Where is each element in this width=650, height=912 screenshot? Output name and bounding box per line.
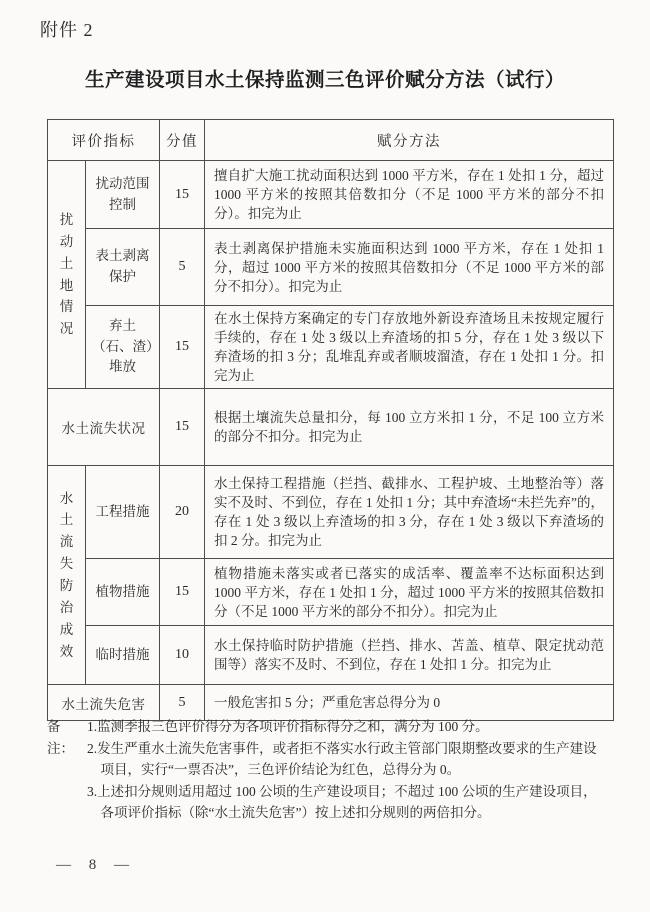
row-label: 临时措施 [86, 626, 160, 685]
row-score: 5 [160, 229, 205, 306]
row-method: 根据土壤流失总量扣分，每 100 立方米扣 1 分，不足 100 立方米的部分不扣分。扣完为止 [205, 389, 614, 466]
header-indicator: 评价指标 [48, 120, 160, 161]
row-label: 扰动范围控制 [86, 161, 160, 229]
row-method: 擅自扩大施工扰动面积达到 1000 平方米，存在 1 处扣 1 分，超过 1000 平方米的按照其倍数扣分（不足 1000 平方米的部分不扣分）。扣完为止 [205, 161, 614, 229]
row-score: 15 [160, 161, 205, 229]
notes-list [87, 716, 609, 824]
row-label: 弃土（石、渣）堆放 [86, 306, 160, 389]
attachment-label: 附件 2 [40, 20, 94, 40]
table-row [48, 626, 614, 685]
row-label: 水土流失危害 [48, 685, 160, 721]
row-score: 15 [160, 389, 205, 466]
row-label: 工程措施 [86, 466, 160, 559]
table-row [48, 306, 614, 389]
row-label: 植物措施 [86, 559, 160, 626]
row-method: 水土保持工程措施（拦挡、截排水、工程护坡、土地整治等）落实不及时、不到位，存在 1 处扣 1 分；其中弃渣场“未拦先弃”的，存在 1 处 3 级以上弃渣场的扣 3 分，存在 1 处 3 级以下弃渣场的扣 2 分。扣完为止 [205, 466, 614, 559]
row-score: 15 [160, 306, 205, 389]
row-score: 10 [160, 626, 205, 685]
note-item: 2.发生严重水土流失危害事件，或者拒不落实水行政主管部门限期整改要求的生产建设项目，实行“一票否决”，三色评价结论为红色，总得分为 0。 [87, 740, 597, 777]
row-method: 植物措施未落实或者已落实的成活率、覆盖率不达标面积达到 1000 平方米，存在 1 处扣 1 分，超过 1000 平方米的按照其倍数扣分（不足 1000 平方米的部分不扣分）。扣完为止 [205, 559, 614, 626]
row-method: 水土保持临时防护措施（拦挡、排水、苫盖、植草、限定扰动范围等）落实不及时、不到位，存在 1 处扣 1 分。扣完为止 [205, 626, 614, 685]
row-label: 水土流失状况 [48, 389, 160, 466]
note-item: 3.上述扣分规则适用超过 100 公顷的生产建设项目；不超过 100 公顷的生产建设项目，各项评价指标（除“水土流失危害”）按上述扣分规则的两倍扣分。 [87, 783, 597, 820]
row-score: 15 [160, 559, 205, 626]
table-header-row [48, 120, 614, 161]
notes-section [47, 716, 609, 824]
table-row [48, 389, 614, 466]
table-row [48, 229, 614, 306]
row-score: 5 [160, 685, 205, 721]
group-prevention-effect: 水土流失防治成效 [48, 466, 86, 685]
document-title: 生产建设项目水土保持监测三色评价赋分方法（试行） [84, 69, 565, 91]
header-score: 分值 [160, 120, 205, 161]
page-number: — 8 — [56, 857, 129, 873]
scoring-table [47, 119, 614, 721]
row-label: 表土剥离保护 [86, 229, 160, 306]
row-method: 一般危害扣 5 分；严重危害总得分为 0 [205, 685, 614, 721]
row-method: 在水土保持方案确定的专门存放地外新设弃渣场且未按规定履行手续的，存在 1 处 3 级以上弃渣场的扣 5 分，存在 1 处 3 级以下弃渣场的扣 3 分；乱堆乱弃或者顺坡溜渣，存在 1 处扣 1 分。扣完为止 [205, 306, 614, 389]
notes-label: 备注： [47, 719, 74, 756]
table-row [48, 559, 614, 626]
header-method: 赋分方法 [205, 120, 614, 161]
note-item: 1.监测季报三色评价得分为各项评价指标得分之和，满分为 100 分。 [87, 719, 489, 734]
table-row [48, 161, 614, 229]
table-row [48, 466, 614, 559]
row-method: 表土剥离保护措施未实施面积达到 1000 平方米，存在 1 处扣 1 分，超过 1000 平方米的按照其倍数扣分（不足 1000 平方米的部分不扣分）。扣完为止 [205, 229, 614, 306]
group-disturbed-land: 扰动土地情况 [48, 161, 86, 389]
row-score: 20 [160, 466, 205, 559]
